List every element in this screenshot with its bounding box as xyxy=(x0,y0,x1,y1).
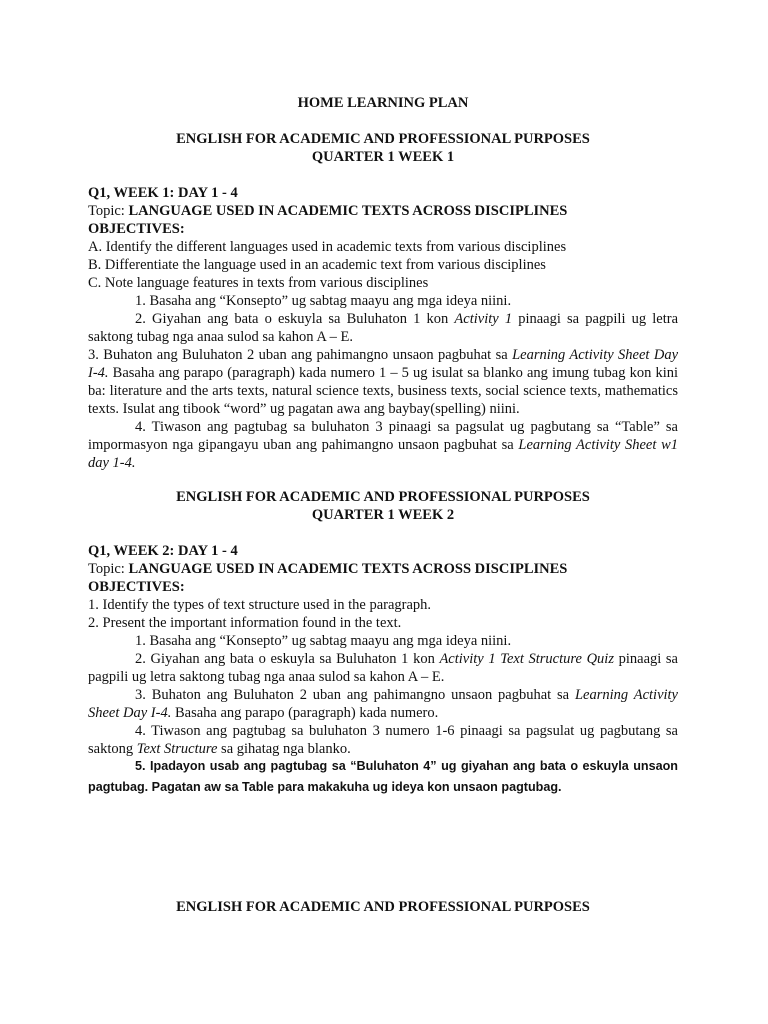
week1-objective-b: B. Differentiate the language used in an academic text from various disciplines xyxy=(88,257,546,273)
week2-topic-line xyxy=(88,560,678,578)
week2-topic: LANGUAGE USED IN ACADEMIC TEXTS ACROSS DISCIPLINES xyxy=(128,561,568,577)
quarter-week1-heading: QUARTER 1 WEEK 1 xyxy=(311,149,455,165)
week2-objective-2: 2. Present the important information found in the text. xyxy=(88,615,402,631)
week2-step1: 1. Basaha ang “Konsepto” ug sabtag maayu ang mga ideya niini. xyxy=(135,633,512,649)
week1-objective-c: C. Note language features in texts from various disciplines xyxy=(88,275,429,291)
subject-heading-week3: ENGLISH FOR ACADEMIC AND PROFESSIONAL PURPOSES xyxy=(176,899,590,915)
subject-heading-week2: ENGLISH FOR ACADEMIC AND PROFESSIONAL PURPOSES xyxy=(176,489,590,505)
week1-topic-line xyxy=(88,202,678,220)
doc-title: HOME LEARNING PLAN xyxy=(297,95,469,111)
week1-objective-a: A. Identify the different languages used in academic texts from various disciplines xyxy=(88,239,567,255)
week2-step5: 5. Ipadayon usab ang pagtubag sa “Buluhaton 4” ug giyahan ang bata o eskuyla unsaon pagtubag. Pagatan aw sa Table para makakuha ug ideya kon unsaon pagtubag. xyxy=(88,759,678,794)
week2-objective-1: 1. Identify the types of text structure used in the paragraph. xyxy=(88,597,432,613)
quarter-week2-heading: QUARTER 1 WEEK 2 xyxy=(311,507,455,523)
week1-step3: 3. Buhaton ang Buluhaton 2 uban ang pahimangno unsaon pagbuhat sa Learning Activity Sheet Day I-4. Basaha ang parapo (paragraph) kada numero 1 – 5 ug isulat sa blanko ang imung tubag kon kini ba: literature and the arts texts, natural science texts, business texts, social science texts, mathematics texts. Isulat ang tibook “word” ug pagatan awa ang baybay(spelling) niini. xyxy=(88,347,679,417)
week2-topic-label: Topic: xyxy=(88,561,125,577)
week1-objectives-label: OBJECTIVES: xyxy=(88,221,185,237)
week2-step4: 4. Tiwason ang pagtubag sa buluhaton 3 numero 1-6 pinaagi sa pagsulat ug pagbutang sa saktong Text Structure sa gihatag nga blanko. xyxy=(88,723,678,757)
week1-step4: 4. Tiwason ang pagtubag sa buluhaton 3 pinaagi sa pagsulat ug pagbutang sa “Table” sa impormasyon nga gipangayu uban ang pahimangno unsaon pagbuhat sa Learning Activity Sheet w1 day 1-4. xyxy=(88,419,679,471)
week2-day-heading: Q1, WEEK 2: DAY 1 - 4 xyxy=(88,543,238,559)
week1-topic: LANGUAGE USED IN ACADEMIC TEXTS ACROSS DISCIPLINES xyxy=(128,203,568,219)
week1-step2: 2. Giyahan ang bata o eskuyla sa Buluhaton 1 kon Activity 1 pinaagi sa pagpili ug letra saktong tubag nga anaa sulod sa kahon A – E. xyxy=(88,311,679,345)
week1-day-heading: Q1, WEEK 1: DAY 1 - 4 xyxy=(88,185,238,201)
week2-step2: 2. Giyahan ang bata o eskuyla sa Buluhaton 1 kon Activity 1 Text Structure Quiz pinaagi sa pagpili ug letra saktong tubag nga anaa sulod sa kahon A – E. xyxy=(88,651,678,685)
week2-objectives-label: OBJECTIVES: xyxy=(88,579,185,595)
week1-topic-label: Topic: xyxy=(88,203,125,219)
week2-step3: 3. Buhaton ang Buluhaton 2 uban ang pahimangno unsaon pagbuhat sa Learning Activity Sheet Day I-4. Basaha ang parapo (paragraph) kada numero. xyxy=(88,687,678,721)
subject-heading-week1: ENGLISH FOR ACADEMIC AND PROFESSIONAL PURPOSES xyxy=(176,131,590,147)
week1-step1: 1. Basaha ang “Konsepto” ug sabtag maayu ang mga ideya niini. xyxy=(135,293,512,309)
